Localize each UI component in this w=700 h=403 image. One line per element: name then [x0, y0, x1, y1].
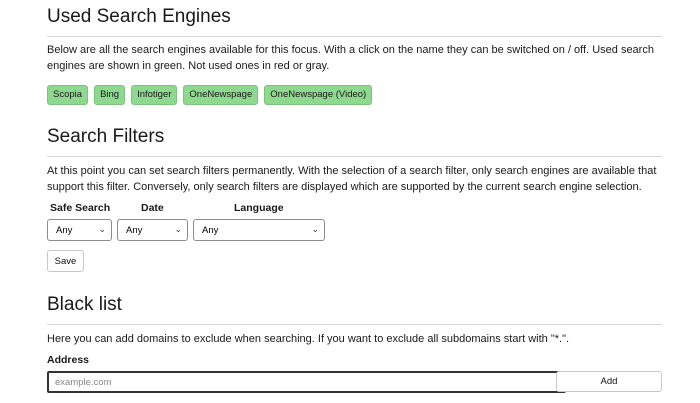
filters-description: At this point you can set search filters permanently. With the selection of a search filter, only search engines are available that support this filter. Conversely, only search filters are displayed which are supported by the current search engine selection. — [47, 165, 657, 193]
language-label: Language — [234, 202, 284, 214]
engines-description: Below are all the search engines available for this focus. With a click on the name they can be switched on / off. Used search engines are shown in green. Not used ones in red or gray. — [47, 44, 654, 72]
engine-toggle-infotiger[interactable]: Infotiger — [131, 85, 177, 105]
safe-search-select-wrap — [47, 219, 112, 241]
blacklist-section-title: Black list — [47, 294, 662, 325]
chevron-down-icon: ⌄ — [174, 224, 182, 234]
blacklist-description: Here you can add domains to exclude when searching. If you want to exclude all subdomains start with "*.". — [47, 333, 570, 345]
safe-search-select[interactable] — [47, 219, 112, 241]
address-label: Address — [47, 354, 90, 366]
chevron-down-icon: ⌄ — [311, 224, 319, 234]
engine-toggle-onenewspage-video[interactable]: OneNewspage (Video) — [264, 85, 372, 105]
engine-toggle-scopia[interactable]: Scopia — [47, 85, 88, 105]
date-select[interactable] — [117, 219, 188, 241]
date-label: Date — [141, 202, 164, 214]
engine-toggle-onenewspage[interactable]: OneNewspage — [183, 85, 258, 105]
save-button[interactable]: Save — [47, 250, 84, 272]
address-input[interactable] — [47, 371, 566, 393]
language-select[interactable] — [193, 219, 325, 241]
language-select-wrap — [193, 219, 325, 241]
filters-section-title: Search Filters — [47, 126, 662, 157]
engine-toggle-bing[interactable]: Bing — [94, 85, 125, 105]
engine-list — [47, 85, 372, 105]
chevron-down-icon: ⌄ — [98, 224, 106, 234]
date-select-wrap — [117, 219, 188, 241]
safe-search-label: Safe Search — [50, 202, 111, 214]
add-button[interactable]: Add — [556, 371, 662, 392]
engines-section-title: Used Search Engines — [47, 6, 662, 37]
